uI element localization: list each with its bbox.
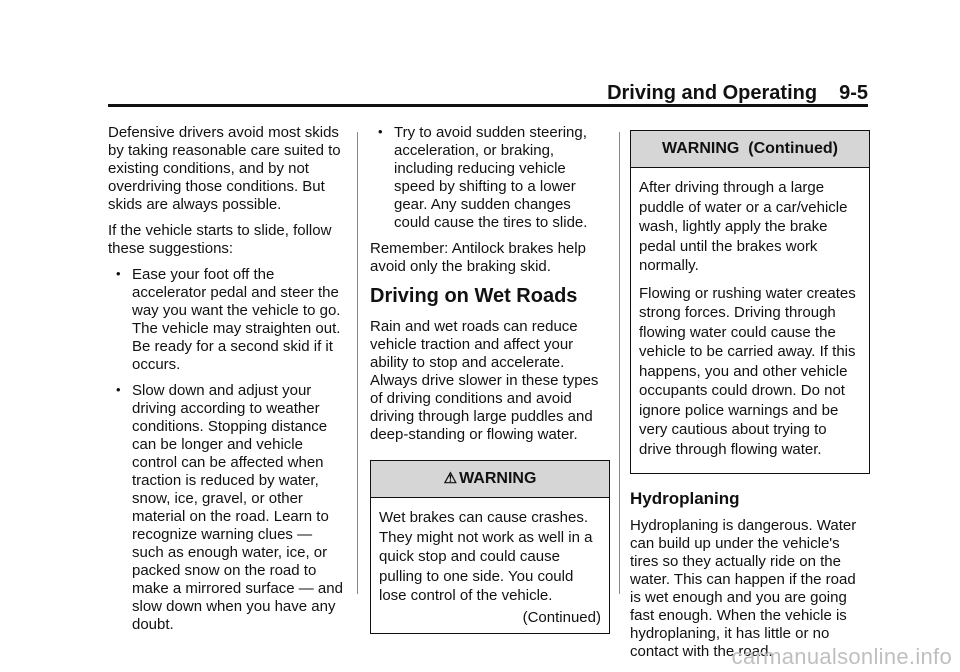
- paragraph: If the vehicle starts to slide, follow these suggestions:: [108, 222, 332, 257]
- warning-box: [370, 460, 610, 634]
- warning-body: [371, 498, 609, 633]
- list-item: • Slow down and adjust your driving according to weather conditions. Stopping distance can be longer and vehicle control can be affected when traction is reduced by water, snow, ice, gravel, or other material on the road. Learn to recognize warning clues — such as enough water, ice, or packed snow on the road to make a mirrored surface — and slow down when you have any doubt.: [108, 382, 344, 634]
- warning-header: [371, 461, 609, 498]
- paragraph: Defensive drivers avoid most skids by taking reasonable care suited to existing conditions, and by not overdriving those conditions. But skids are always possible.: [108, 124, 341, 213]
- section-heading: Hydroplaning: [630, 489, 740, 508]
- continued-label: (Continued): [522, 608, 601, 626]
- warning-box: [630, 130, 870, 474]
- column-3: [630, 130, 870, 669]
- warning-header: WARNING (Continued): [631, 131, 869, 168]
- column-2: [370, 124, 610, 644]
- warning-text: Flowing or rushing water creates strong forces. Driving through flowing water could cause the vehicle to be carried away. If this happens, you and other vehicle occupants could drown. Do not ignore police warnings and be very cautious about trying to drive through flowing water.: [639, 284, 856, 458]
- header-rule: [108, 104, 868, 107]
- watermark: carmanualsonline.info: [731, 644, 952, 669]
- paragraph: Rain and wet roads can reduce vehicle traction and affect your ability to stop and accelerate. Always drive slower in these types of driving conditions and avoid driving through large puddles and deep-standing or flowing water.: [370, 318, 599, 443]
- page-header: [108, 80, 868, 106]
- paragraph: Hydroplaning is dangerous. Water can build up under the vehicle's tires so they actually ride on the water. This can happen if the road is wet enough and you are going fast enough. When the vehicle is hydroplaning, it has little or no contact with the road.: [630, 517, 857, 660]
- warning-body: [631, 168, 869, 473]
- column-divider: [357, 132, 358, 594]
- page-number: 9-5: [839, 82, 868, 104]
- warning-text: After driving through a large puddle of water or a car/vehicle wash, lightly apply the brake pedal until the brakes work normally.: [639, 179, 848, 274]
- column-1: [108, 124, 344, 642]
- warning-title: WARNING: [459, 470, 537, 487]
- warning-text: Wet brakes can cause crashes. They might not work as well in a quick stop and could cause pulling to one side. You could lose control of the vehicle.: [379, 509, 593, 604]
- list-item: • Try to avoid sudden steering, acceleration, or braking, including reducing vehicle speed by shifting to a lower gear. Any sudden changes could cause the tires to slide.: [370, 124, 610, 232]
- warning-icon: ⚠: [443, 470, 458, 487]
- list-item: • Ease your foot off the accelerator pedal and steer the way you want the vehicle to go. The vehicle may straighten out. Be ready for a second skid if it occurs.: [108, 266, 344, 374]
- section-title: Driving and Operating: [607, 82, 818, 104]
- paragraph: Remember: Antilock brakes help avoid only the braking skid.: [370, 240, 586, 275]
- section-heading: Driving on Wet Roads: [370, 285, 578, 307]
- column-divider: [619, 132, 620, 594]
